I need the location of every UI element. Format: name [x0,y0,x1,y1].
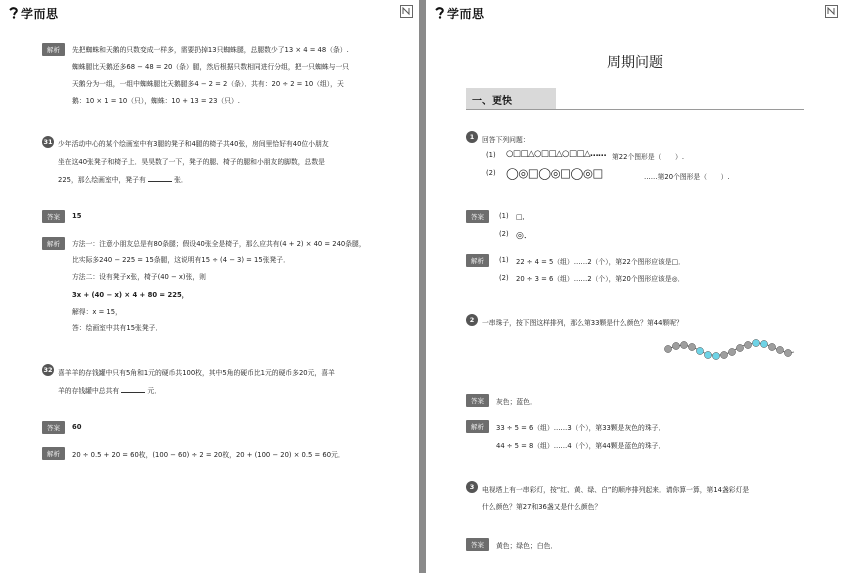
analysis-line: 33 ÷ 5 = 6（组）……3（个），第33颗是灰色的珠子． [496,424,666,432]
gray-bead [744,341,751,348]
gray-bead [664,345,671,352]
gray-bead [672,342,679,349]
logo-text: 学而思 [21,7,59,21]
question-prompt: 回答下列问题： [482,136,530,144]
gray-bead [680,341,687,348]
analysis-tag: 解析 [466,420,489,433]
part-label: (1) [499,256,509,264]
question-number-badge: 32 [43,366,53,374]
section-underline [466,109,804,110]
logo-mark-icon [434,7,445,19]
blue-bead [752,339,759,346]
gray-bead [720,351,727,358]
part-label: (2) [499,274,509,282]
analysis-line: 比实际多240 − 225 = 15条腿，这说明有15 ÷ (4 − 3) = 15张凳子． [72,256,290,264]
brand-logo [434,5,485,22]
question-line: 坐在这40张凳子和椅子上．昊昊数了一下，凳子的腿、椅子的腿和小朋友的脚数，总数是 [58,158,325,166]
analysis-line: 20 ÷ 3 = 6（组）……2（个），第20个图形应该是◎． [516,275,685,283]
gray-bead [784,349,791,356]
answer-value: 黄色；绿色；白色． [496,542,558,550]
gray-bead [728,348,735,355]
analysis-tag: 解析 [42,43,65,56]
gray-bead [688,343,695,350]
question-line: 少年活动中心的某个绘画室中有3腿的凳子和4腿的椅子共40张，房间里恰好有40位小朋友 [58,140,329,148]
shape-sequence: ◯◎□◯◎□◯◎□ [506,166,603,180]
page-divider [419,0,426,573]
answer-value: 15 [72,212,82,220]
question-number-badge: 31 [43,138,53,146]
question-line: 什么颜色？第27和36盏又是什么颜色？ [482,503,602,511]
answer-tag: 答案 [42,210,65,223]
blue-bead [760,340,767,347]
answer-tag: 答案 [466,210,489,223]
bead-string-figure [664,336,796,364]
answer-blank [148,175,172,182]
answer-value: □． [516,213,530,221]
part-label: (1) [499,212,509,220]
question-line: ……第20个图形是（ ）. [644,173,730,181]
answer-value: 灰色；蓝色． [496,398,537,406]
gray-bead [736,344,743,351]
question-number-badge: 1 [466,131,478,143]
part-label: (1) [486,151,496,159]
left-page [0,0,419,573]
part-label: (2) [499,230,509,238]
gray-bead [776,346,783,353]
analysis-line: 先把蜘蛛和天鹅的只数变成一样多，需要扔掉13只蜘蛛腿，总腿数少了13 × 4 = 48（条）. [72,46,349,54]
right-page [426,0,844,573]
analysis-line: 44 ÷ 5 = 8（组）……4（个），第44颗是蓝色的珠子． [496,442,666,450]
analysis-line: 方法二：设有凳子x张，椅子(40 − x)张，则 [72,273,206,281]
corner-n-icon [825,5,838,18]
blue-bead [696,347,703,354]
answer-tag: 答案 [466,394,489,407]
analysis-line: 答：绘画室中共有15张凳子． [72,324,163,332]
blue-bead [704,351,711,358]
analysis-line: 方法一：注意小朋友总是有80条腿；假设40张全是椅子，那么应共有(4 + 2) × 40 = 240条腿， [72,240,366,248]
analysis-line: 天鹅分为一组，一组中蜘蛛腿比天鹅腿多4 − 2 = 2（条）．共有：20 ÷ 2 = 10（组），天 [72,80,344,88]
analysis-equation: 3x + (40 − x) × 4 + 80 = 225， [72,291,189,299]
question-prompt: 一串珠子，按下图这样排列，那么第33颗是什么颜色？第44颗呢？ [482,319,683,327]
answer-value: ◎． [516,231,533,241]
part-label: (2) [486,169,496,177]
answer-tag: 答案 [466,538,489,551]
answer-value: 60 [72,423,82,431]
logo-text: 学而思 [447,7,485,21]
question-line: 第22个图形是（ ）. [612,153,684,161]
section-header [466,88,844,110]
analysis-tag: 解析 [42,447,65,460]
analysis-tag: 解析 [42,237,65,250]
brand-logo [8,5,59,22]
question-line: 225，那么绘画室中，凳子有 张． [58,176,188,184]
analysis-tag: 解析 [466,254,489,267]
analysis-line: 鹅：10 × 1 = 10（只），蜘蛛：10 + 13 = 23（只）. [72,97,240,105]
answer-tag: 答案 [42,421,65,434]
page-title: 周期问题 [607,55,663,71]
analysis-line: 蜘蛛腿比天鹅还多68 − 48 = 20（条）腿，然后根据只数相同进行分组，把一只蜘蛛与一只 [72,63,350,71]
gray-bead [768,343,775,350]
question-number-badge: 2 [466,314,478,326]
analysis-line: 解得：x = 15， [72,308,122,316]
section-label: 一、更快 [472,96,512,107]
blue-bead [712,352,719,359]
logo-mark-icon [8,7,19,19]
question-line: 电视塔上有一串彩灯，按“红、黄、绿、白”的顺序排列起来．请你算一算，第14盏彩灯是 [482,486,750,494]
question-line: 喜羊羊的存钱罐中只有5角和1元的硬币共100枚，其中5角的硬币比1元的硬币多20元，喜羊 [58,369,335,377]
question-number-badge: 3 [466,481,478,493]
analysis-line: 20 ÷ 0.5 + 20 = 60枚，(100 − 60) ÷ 2 = 20枚，20 + (100 − 20) × 0.5 = 60元． [72,451,345,459]
corner-n-icon [400,5,413,18]
shape-sequence: ○□□△○□□△○□□△…… [506,149,607,159]
question-line: 羊的存钱罐中总共有 元． [58,387,162,395]
answer-blank [121,386,145,393]
analysis-line: 22 ÷ 4 = 5（组）……2（个），第22个图形应该是□． [516,258,685,266]
